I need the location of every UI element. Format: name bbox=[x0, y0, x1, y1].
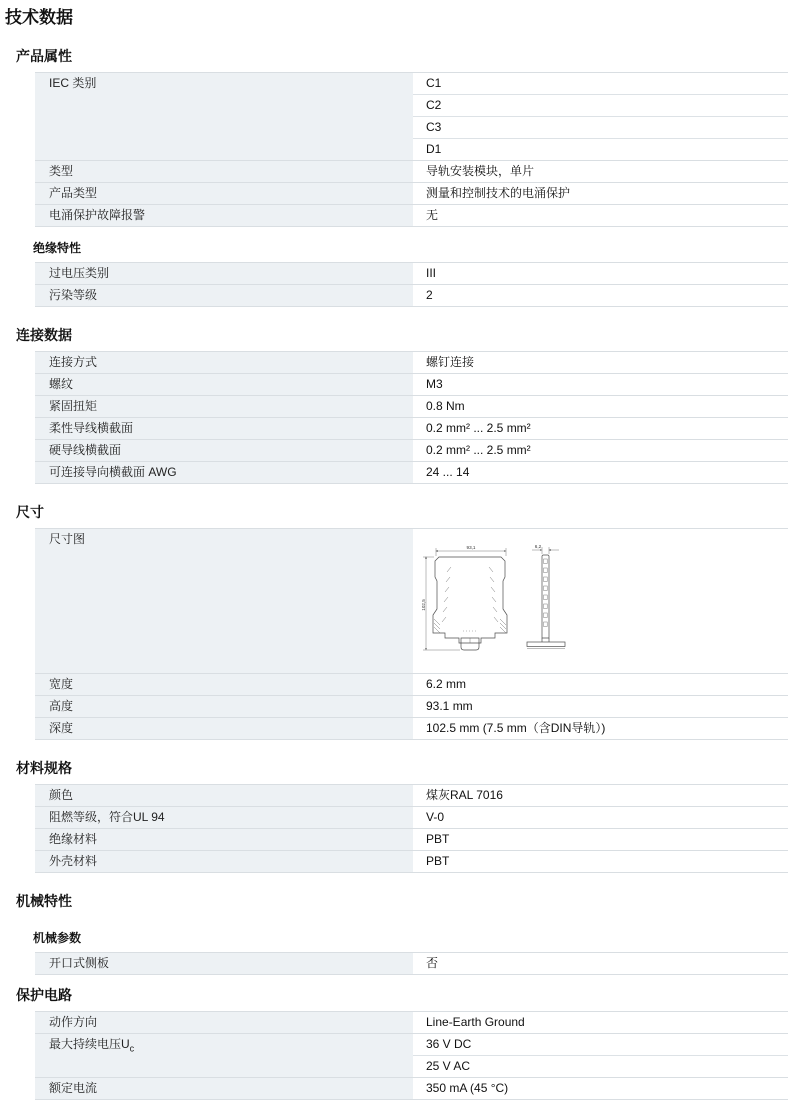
row-label: 阻燃等级，符合UL 94 bbox=[35, 807, 413, 828]
row-value: 25 V AC bbox=[413, 1055, 788, 1077]
table-row bbox=[35, 850, 788, 872]
dim-width-label: 93,1 bbox=[466, 545, 476, 550]
row-label: 宽度 bbox=[35, 674, 413, 695]
row-value: C1 bbox=[426, 76, 442, 90]
row-label: 污染等级 bbox=[35, 285, 413, 306]
row-value: 0.2 mm² ... 2.5 mm² bbox=[426, 443, 531, 457]
row-label: IEC 类别 bbox=[35, 73, 413, 160]
spec-table bbox=[35, 72, 788, 227]
row-label: 电涌保护故障报警 bbox=[35, 205, 413, 226]
row-value: PBT bbox=[426, 854, 450, 868]
row-label-subscript: c bbox=[129, 1043, 135, 1054]
row-label-text: 最大持续电压U bbox=[49, 1037, 130, 1051]
table-row bbox=[35, 417, 788, 439]
row-value: M3 bbox=[426, 377, 443, 391]
row-value: PBT bbox=[426, 832, 450, 846]
row-label: 绝缘材料 bbox=[35, 829, 413, 850]
spec-table bbox=[35, 262, 788, 307]
spec-table bbox=[35, 528, 788, 740]
table-row bbox=[35, 160, 788, 182]
spec-table bbox=[35, 351, 788, 484]
row-value: 0.2 mm² ... 2.5 mm² bbox=[426, 421, 531, 435]
row-label: 动作方向 bbox=[35, 1012, 413, 1033]
section-dimensions bbox=[0, 504, 790, 740]
table-row-dimension-drawing bbox=[35, 528, 788, 673]
dim-thickness bbox=[532, 544, 559, 554]
table-row bbox=[35, 262, 788, 284]
dim-height bbox=[421, 557, 460, 650]
row-label: 尺寸图 bbox=[35, 529, 413, 673]
spec-table bbox=[35, 1011, 788, 1100]
table-row bbox=[35, 461, 788, 483]
table-row bbox=[35, 439, 788, 461]
table-row bbox=[35, 695, 788, 717]
table-row bbox=[35, 1077, 788, 1099]
row-value: 93.1 mm bbox=[426, 699, 473, 713]
table-row bbox=[35, 182, 788, 204]
row-value: 2 bbox=[426, 288, 433, 302]
page-title: 技术数据 bbox=[5, 8, 73, 27]
row-label: 硬导线横截面 bbox=[35, 440, 413, 461]
row-value: 102.5 mm (7.5 mm（含DIN导轨）) bbox=[426, 721, 606, 735]
row-label: 过电压类别 bbox=[35, 263, 413, 284]
row-label: 紧固扭矩 bbox=[35, 396, 413, 417]
table-row bbox=[35, 784, 788, 806]
section-heading: 尺寸 bbox=[16, 504, 44, 520]
row-label: 颜色 bbox=[35, 785, 413, 806]
row-value: 24 ... 14 bbox=[426, 465, 470, 479]
row-value: 导轨安装模块，单片 bbox=[426, 164, 535, 178]
table-row bbox=[35, 204, 788, 226]
section-product-properties bbox=[0, 48, 790, 307]
table-row bbox=[35, 828, 788, 850]
row-value: 0.8 Nm bbox=[426, 399, 465, 413]
table-row bbox=[35, 1033, 788, 1077]
row-value: Line-Earth Ground bbox=[426, 1015, 525, 1029]
row-label: 深度 bbox=[35, 718, 413, 739]
dim-height-label: 102,5 bbox=[421, 599, 426, 611]
table-row bbox=[35, 717, 788, 739]
dimension-drawing bbox=[421, 543, 579, 661]
table-row bbox=[35, 1011, 788, 1033]
section-mechanical bbox=[0, 893, 790, 975]
module-front-view bbox=[527, 555, 565, 649]
row-value: V-0 bbox=[426, 810, 445, 824]
subsection-heading: 绝缘特性 bbox=[33, 241, 82, 255]
row-label: 螺纹 bbox=[35, 374, 413, 395]
dimension-drawing-container bbox=[413, 529, 788, 673]
section-material bbox=[0, 760, 790, 873]
row-value: 无 bbox=[426, 208, 439, 222]
row-label: 可连接导向横截面 AWG bbox=[35, 462, 413, 483]
row-label: 类型 bbox=[35, 161, 413, 182]
subsection-heading: 机械参数 bbox=[33, 931, 82, 945]
module-side-view bbox=[433, 557, 507, 650]
table-row bbox=[35, 373, 788, 395]
dim-thickness-label: 6,2 bbox=[534, 544, 542, 549]
row-value: 螺钉连接 bbox=[426, 355, 475, 369]
section-connection-data bbox=[0, 327, 790, 484]
row-value: 350 mA (45 °C) bbox=[426, 1081, 509, 1095]
row-label: 产品类型 bbox=[35, 183, 413, 204]
row-value: C3 bbox=[413, 116, 788, 138]
row-value: 36 V DC bbox=[426, 1037, 472, 1051]
section-protection-circuit bbox=[0, 987, 790, 1100]
row-value: 6.2 mm bbox=[426, 677, 467, 691]
spec-table bbox=[35, 952, 788, 975]
spec-table bbox=[35, 784, 788, 873]
dim-width bbox=[436, 545, 506, 556]
section-heading: 连接数据 bbox=[16, 327, 72, 343]
row-label: 高度 bbox=[35, 696, 413, 717]
row-value: C2 bbox=[413, 94, 788, 116]
row-label: 柔性导线横截面 bbox=[35, 418, 413, 439]
section-heading: 产品属性 bbox=[16, 48, 72, 64]
table-row bbox=[35, 351, 788, 373]
table-row bbox=[35, 673, 788, 695]
row-value: 煤灰RAL 7016 bbox=[426, 788, 503, 802]
table-row bbox=[35, 806, 788, 828]
section-heading: 机械特性 bbox=[16, 893, 72, 909]
row-label: 连接方式 bbox=[35, 352, 413, 373]
section-heading: 材料规格 bbox=[16, 760, 72, 776]
section-heading: 保护电路 bbox=[16, 987, 72, 1003]
table-row bbox=[35, 72, 788, 160]
row-value: III bbox=[426, 266, 437, 280]
row-value: D1 bbox=[413, 138, 788, 160]
row-value: 测量和控制技术的电涌保护 bbox=[426, 186, 571, 200]
table-row bbox=[35, 284, 788, 306]
row-label: 开口式侧板 bbox=[35, 953, 413, 974]
row-label: 外壳材料 bbox=[35, 851, 413, 872]
row-label bbox=[35, 1034, 413, 1077]
table-row bbox=[35, 395, 788, 417]
row-label: 额定电流 bbox=[35, 1078, 413, 1099]
row-value: 否 bbox=[426, 956, 439, 970]
table-row bbox=[35, 952, 788, 974]
